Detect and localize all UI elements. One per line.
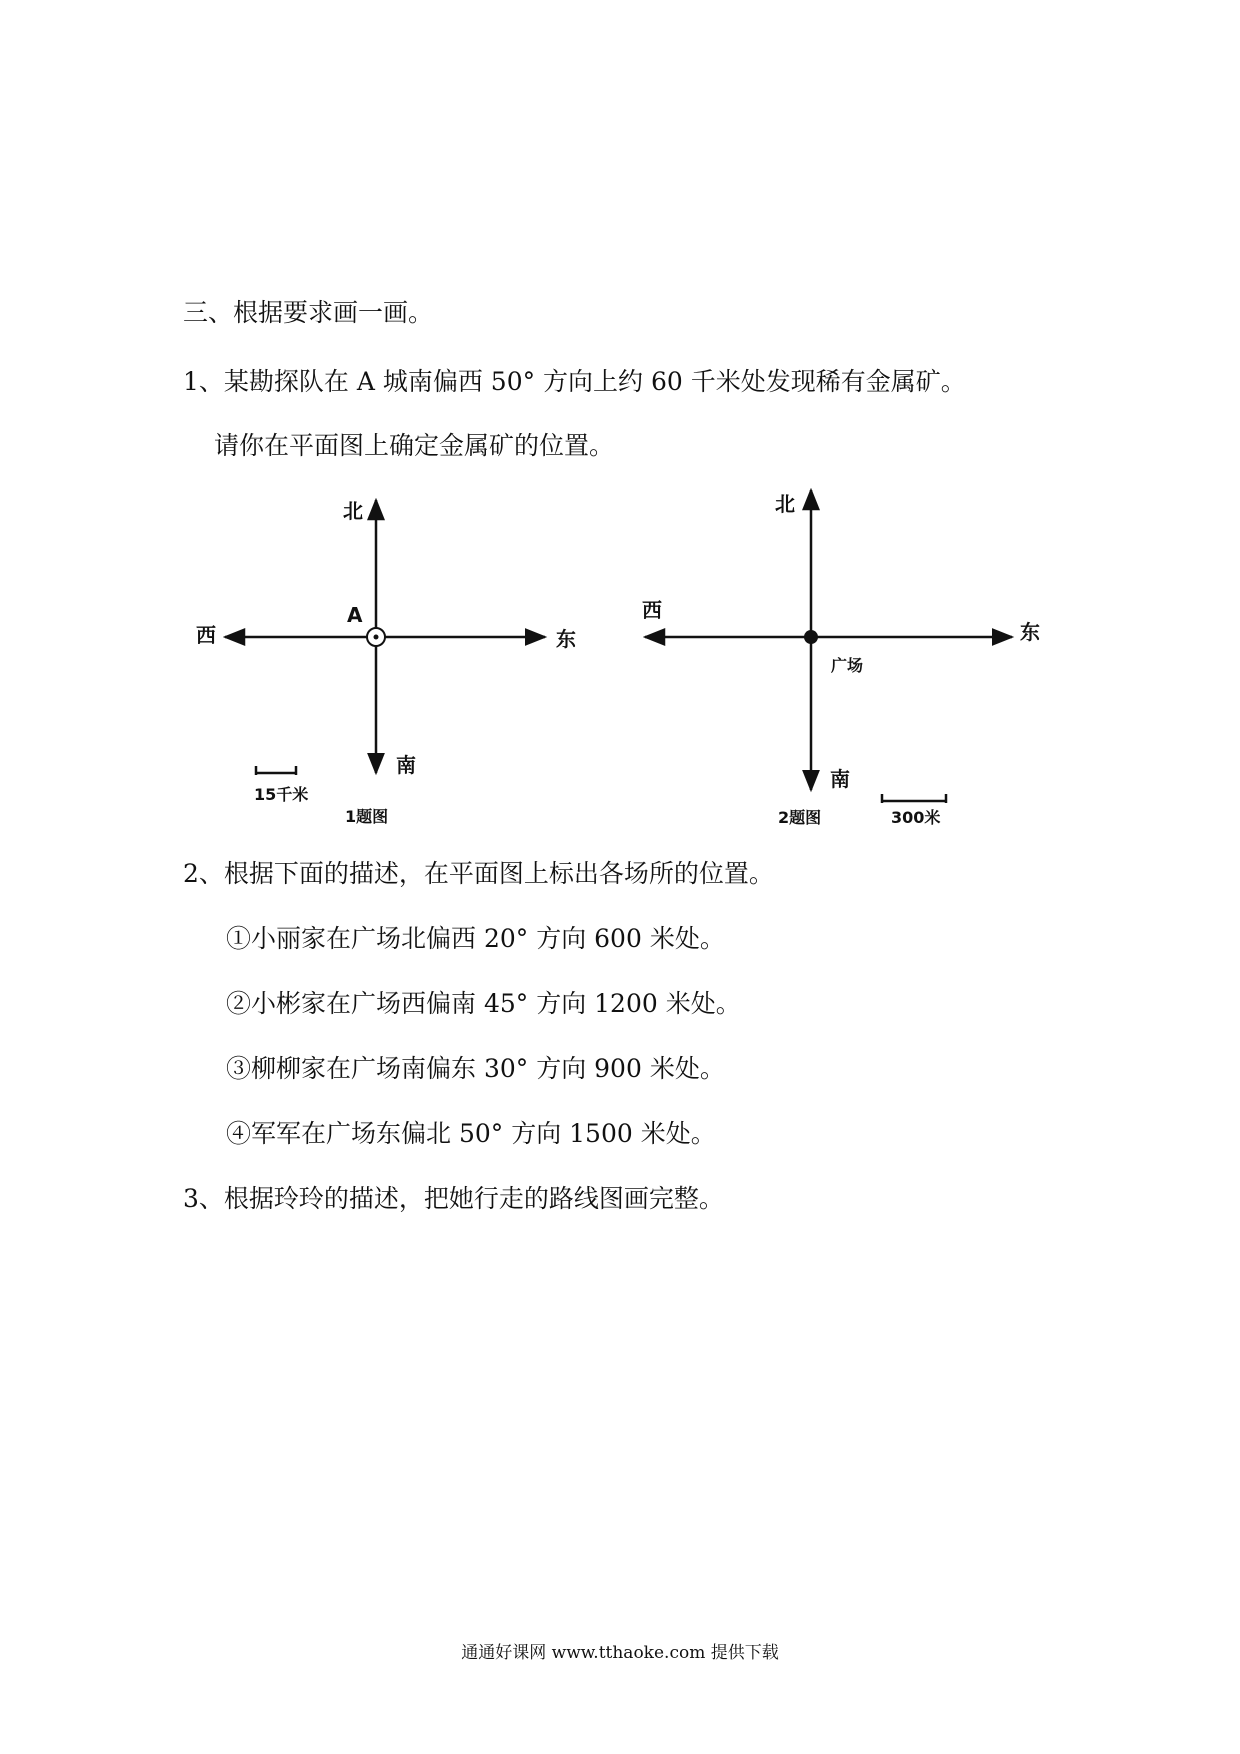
figure-1-center-label: A [347, 603, 363, 627]
figure-1-south-label: 南 [396, 753, 416, 777]
figure-1-scale-label: 15千米 [254, 785, 309, 804]
figure-2-north-label: 北 [775, 492, 795, 516]
figure-1-caption: 1题图 [345, 807, 389, 826]
figure-2-scale-bar [882, 794, 946, 803]
question-1-line-2: 请你在平面图上确定金属矿的位置。 [214, 431, 615, 460]
figure-2-axes [645, 490, 1012, 790]
figure-2-south-label: 南 [830, 767, 850, 791]
figure-2-caption: 2题图 [778, 808, 822, 827]
figure-1-north-label: 北 [343, 499, 363, 523]
question-2-item-4: ④军军在广场东偏北 50° 方向 1500 米处。 [226, 1119, 716, 1148]
figure-1-scale-bar [256, 766, 296, 775]
figure-2-scale-label: 300米 [891, 808, 941, 827]
figure-2-center-dot [804, 630, 818, 644]
figure-2-center-label: 广场 [831, 656, 864, 675]
question-2-item-3: ③柳柳家在广场南偏东 30° 方向 900 米处。 [226, 1054, 725, 1083]
figure-2-west-label: 西 [642, 598, 662, 622]
section-heading: 三、根据要求画一画。 [183, 298, 434, 327]
figure-1-east-label: 东 [556, 627, 576, 651]
figure-1-axes [225, 500, 545, 773]
figure-1-center-dot [374, 635, 379, 640]
question-1-line-1: 1、某勘探队在 A 城南偏西 50° 方向上约 60 千米处发现稀有金属矿。 [183, 367, 966, 396]
question-2-item-2: ②小彬家在广场西偏南 45° 方向 1200 米处。 [226, 989, 741, 1018]
page-footer: 通通好课网 www.tthaoke.com 提供下载 [461, 1643, 779, 1663]
question-2-item-1: ①小丽家在广场北偏西 20° 方向 600 米处。 [226, 924, 725, 953]
figure-2-east-label: 东 [1020, 620, 1040, 644]
question-2-intro: 2、根据下面的描述，在平面图上标出各场所的位置。 [183, 859, 774, 888]
question-3-line: 3、根据玲玲的描述，把她行走的路线图画完整。 [183, 1184, 724, 1213]
figure-1-west-label: 西 [196, 623, 216, 647]
